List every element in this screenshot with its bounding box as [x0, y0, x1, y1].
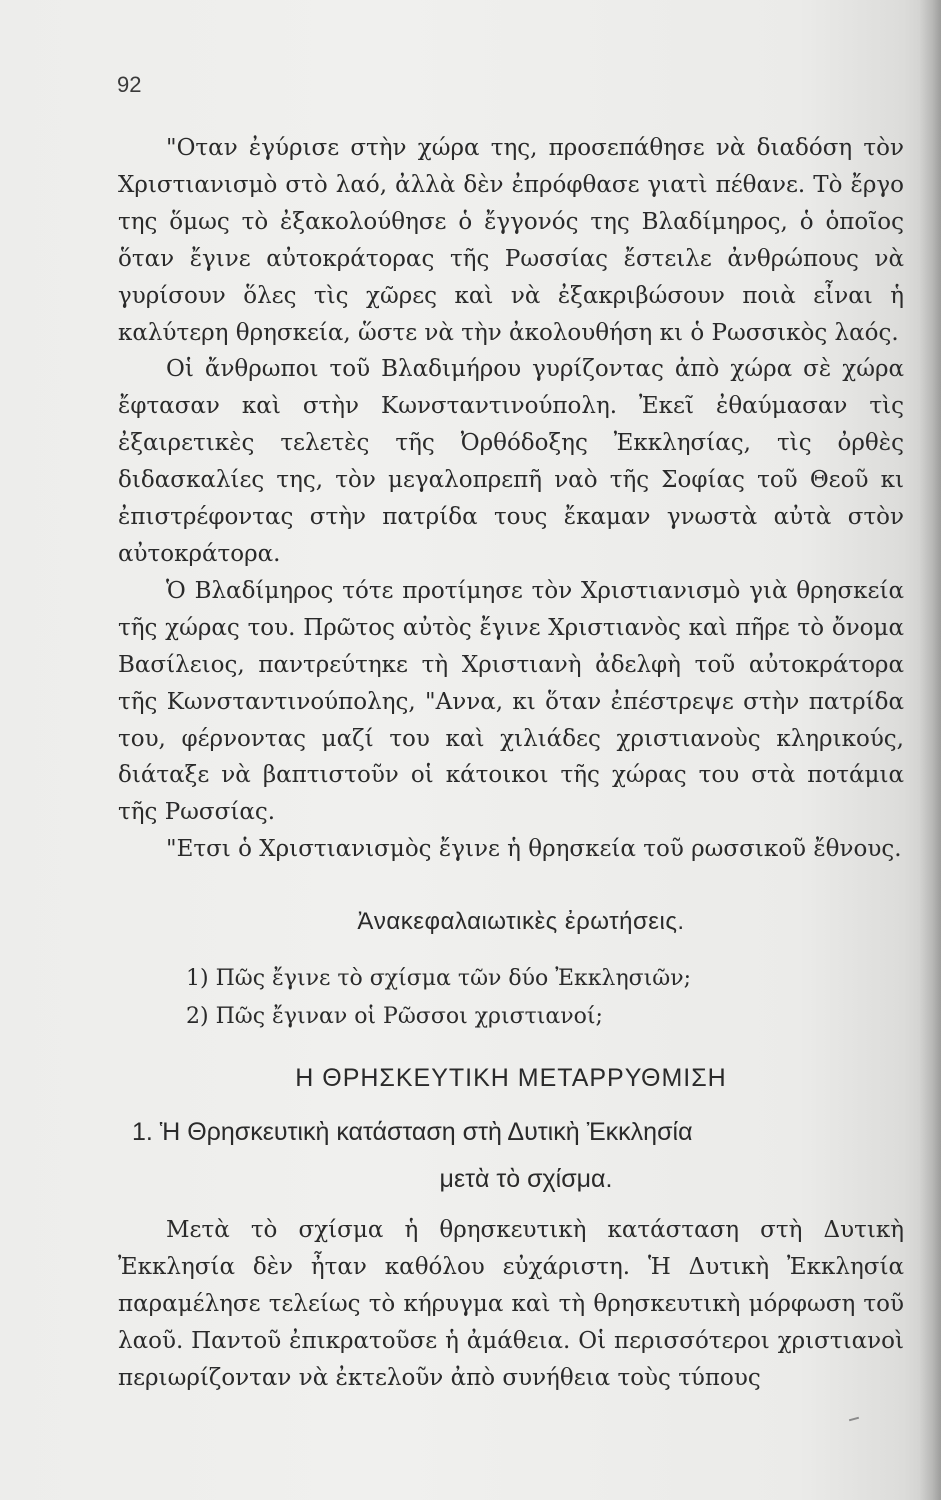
body-text-bottom [118, 1212, 904, 1397]
body-text-top [118, 130, 904, 868]
questions-list [186, 960, 691, 1036]
paragraph: "Ετσι ὁ Χριστιανισμὸς ἔγινε ἡ θρησκεία τοῦ ρωσσικοῦ ἔθνους. [166, 836, 902, 863]
subsection-title-line1: 1. Ἡ Θρησκευτικὴ κατάσταση στὴ Δυτικὴ Ἐκκλησία [132, 1118, 693, 1146]
subsection-title-line2: μετὰ τὸ σχίσμα. [439, 1165, 613, 1193]
page-number: 92 [117, 72, 142, 97]
paragraph: Οἱ ἄνθρωποι τοῦ Βλαδιμήρου γυρίζοντας ἀπὸ χώρα σὲ χώρα ἔφτασαν καὶ στὴν Κωνσταντινούπολη. Ἐκεῖ ἐθαύμασαν τὶς ἐξαιρετικὲς τελετὲς τῆς Ὀρθόδοξης Ἐκκλησίας, τὶς ὀρθὲς διδασκαλίες της, τὸν μεγαλοπρεπῆ ναὸ τῆς Σοφίας τοῦ Θεοῦ κι ἐπιστρέφοντας στὴν πατρίδα τους ἔκαμαν γνωστὰ αὐτὰ στὸν αὐτοκράτορα. [118, 356, 904, 567]
print-smudge [849, 1417, 859, 1422]
question-item: 1) Πῶς ἔγινε τὸ σχίσμα τῶν δύο Ἐκκλησιῶν; [186, 966, 692, 991]
summary-questions-heading: Ἀνακεφαλαιωτικὲς ἐρωτήσεις. [357, 908, 685, 935]
spine-shadow [919, 0, 941, 1500]
paragraph: Μετὰ τὸ σχίσμα ἡ θρησκευτικὴ κατάσταση στὴ Δυτικὴ Ἐκκλησία δὲν ἦταν καθόλου εὐχάριστη. Ἡ Δυτικὴ Ἐκκλησία παραμέλησε τελείως τὸ κήρυγμα καὶ τὴ θρησκευτικὴ μόρφωση τοῦ λαοῦ. Παντοῦ ἐπικρατοῦσε ἡ ἀμάθεια. Οἱ περισσότεροι χριστιανοὶ περιωρίζονταν νὰ ἐκτελοῦν ἀπὸ συνήθεια τοὺς τύπους [118, 1217, 904, 1391]
paragraph: Ὁ Βλαδίμηρος τότε προτίμησε τὸν Χριστιανισμὸ γιὰ θρησκεία τῆς χώρας του. Πρῶτος αὐτὸς ἔγινε Χριστιανὸς καὶ πῆρε τὸ ὄνομα Βασίλειος, παντρεύτηκε τὴ Χριστιανὴ ἀδελφὴ τοῦ αὐτοκράτορα τῆς Κωνσταντινούπολης, "Αννα, κι ὅταν ἐπέστρεψε στὴν πατρίδα του, φέρνοντας μαζί του καὶ χιλιάδες χριστιανοὺς κληρικούς, διάταξε νὰ βαπτιστοῦν οἱ κάτοικοι τῆς χώρας του στὰ ποτάμια τῆς Ρωσσίας. [118, 577, 904, 826]
section-title: Η ΘΡΗΣΚΕΥΤΙΚΗ ΜΕΤΑΡΡΥΘΜΙΣΗ [295, 1064, 727, 1092]
question-item: 2) Πῶς ἔγιναν οἱ Ρῶσσοι χριστιανοί; [186, 1004, 603, 1029]
paragraph: "Οταν ἐγύρισε στὴν χώρα της, προσεπάθησε νὰ διαδόση τὸν Χριστιανισμὸ στὸ λαό, ἀλλὰ δὲν ἐπρόφθασε γιατὶ πέθανε. Τὸ ἔργο της ὅμως τὸ ἐξακολούθησε ὁ ἔγγονός της Βλαδίμηρος, ὁ ὁποῖος ὅταν ἔγινε αὐτοκράτορας τῆς Ρωσσίας ἔστειλε ἀνθρώπους νὰ γυρίσουν ὅλες τὶς χῶρες καὶ νὰ ἐξακριβώσουν ποιὰ εἶναι ἡ καλύτερη θρησκεία, ὥστε νὰ τὴν ἀκολουθήση κι ὁ Ρωσσικὸς λαός. [118, 135, 904, 346]
